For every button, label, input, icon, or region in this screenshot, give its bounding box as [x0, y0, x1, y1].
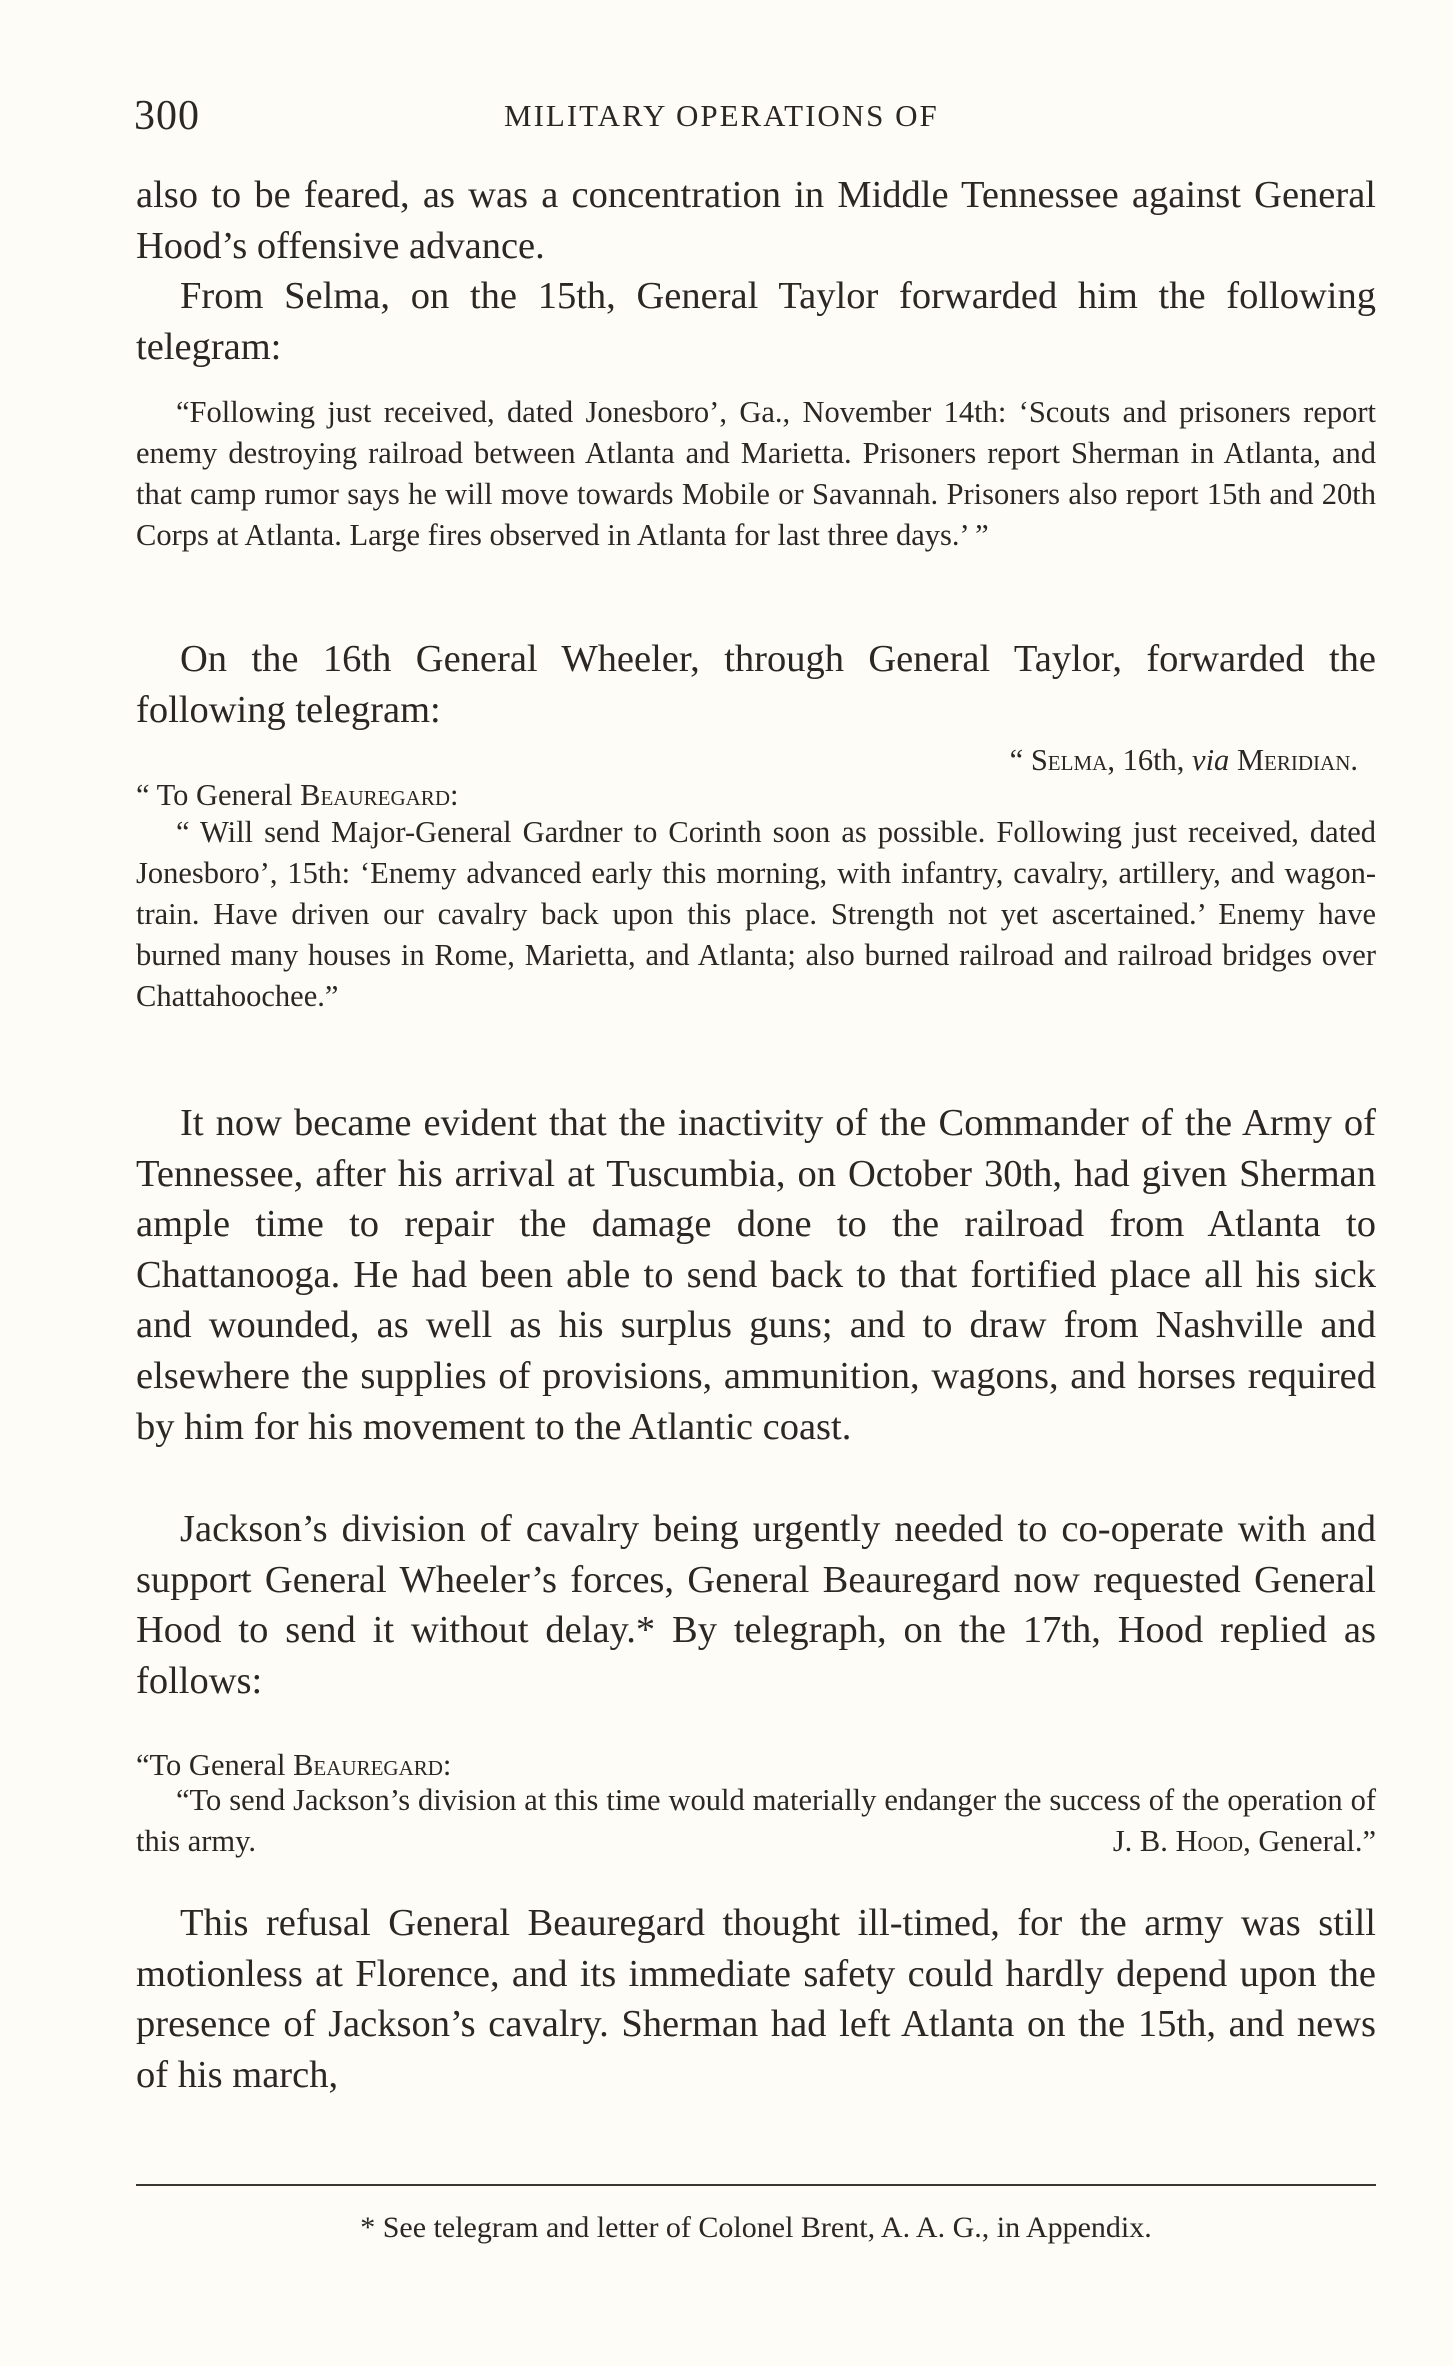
paragraph-jacksons-division: Jackson’s division of cavalry being urgently needed to co-operate with and support General Wheeler’s forces, General Beauregard now requested General Hood to send it without delay.* By telegraph, on the 17th, Hood replied as follows: — [136, 1508, 1376, 1702]
page-number: 300 — [134, 93, 200, 139]
salutation-name: Beauregard — [293, 1748, 443, 1782]
quote-wheeler-telegram: “ Will send Major-General Gardner to Corinth soon as possible. Following just received, dated Jonesboro’, 15th: ‘Enemy advanced early this morning, with infantry, cavalry, artillery, and wagon-train. Have driven our cavalry back upon this place. Strength not yet ascertained.’ Enemy have burned many houses in Rome, Marietta, and Atlanta; also burned railroad and railroad bridges over Chattahoochee.” — [136, 815, 1376, 1013]
hood-reply-salutation: “To General Beauregard: — [136, 1748, 452, 1782]
hood-signature: J. B. Hood, General.” — [1112, 1824, 1376, 1858]
paragraph-continuation: also to be feared, as was a concentration in Middle Tennessee against General Hood’s offensive advance. — [136, 174, 1376, 267]
paragraph-selma-telegram-intro: From Selma, on the 15th, General Taylor forwarded him the following telegram: — [136, 275, 1376, 368]
paragraph-inactivity-of-commander: It now became evident that the inactivity of the Commander of the Army of Tennessee, after his arrival at Tuscumbia, on October 30th, had given Sherman ample time to repair the damage done to the railroad from Atlanta to Chattanooga. He had been able to send back to that fortified place all his sick and wounded, as well as his surplus guns; and to draw from Nashville and elsewhere the supplies of provisions, ammunition, wagons, and horses required by him for his movement to the Atlantic coast. — [136, 1102, 1376, 1448]
paragraph-wheeler-telegram-intro: On the 16th General Wheeler, through General Taylor, forwarded the following telegram: — [136, 638, 1376, 731]
quote-jonesboro-telegram: “Following just received, dated Jonesboro’, Ga., November 14th: ‘Scouts and prisoners report enemy destroying railroad between Atlanta and Marietta. Prisoners report Sherman in Atlanta, and that camp rumor says he will move towards Mobile or Savannah. Prisoners also report 15th and 20th Corps at Atlanta. Large fires observed in Atlanta for last three days.’ ” — [136, 395, 1376, 552]
page-header — [134, 92, 1384, 152]
footnote: * See telegram and letter of Colonel Brent, A. A. G., in Appendix. — [360, 2211, 1152, 2244]
running-head: MILITARY OPERATIONS OF — [504, 98, 939, 133]
telegram-salutation: “ To General Beauregard: — [136, 778, 459, 812]
dateline-place: Selma — [1030, 743, 1108, 777]
paragraph-refusal: This refusal General Beauregard thought ill-timed, for the army was still motionless at Florence, and its immediate safety could hardly depend upon the presence of Jackson’s cavalry. Sherman had left Atlanta on the 15th, and news of his march, — [136, 1902, 1376, 2096]
quote-hood-reply: “To send Jackson’s division at this time would materially endanger the success of the operation of this army. J. B. Hood, General.” — [136, 1780, 1376, 1862]
footnote-rule — [136, 2184, 1376, 2186]
salutation-name: Beauregard — [300, 778, 450, 812]
telegram-dateline: “ Selma, 16th, via Meridian. — [1009, 743, 1358, 777]
